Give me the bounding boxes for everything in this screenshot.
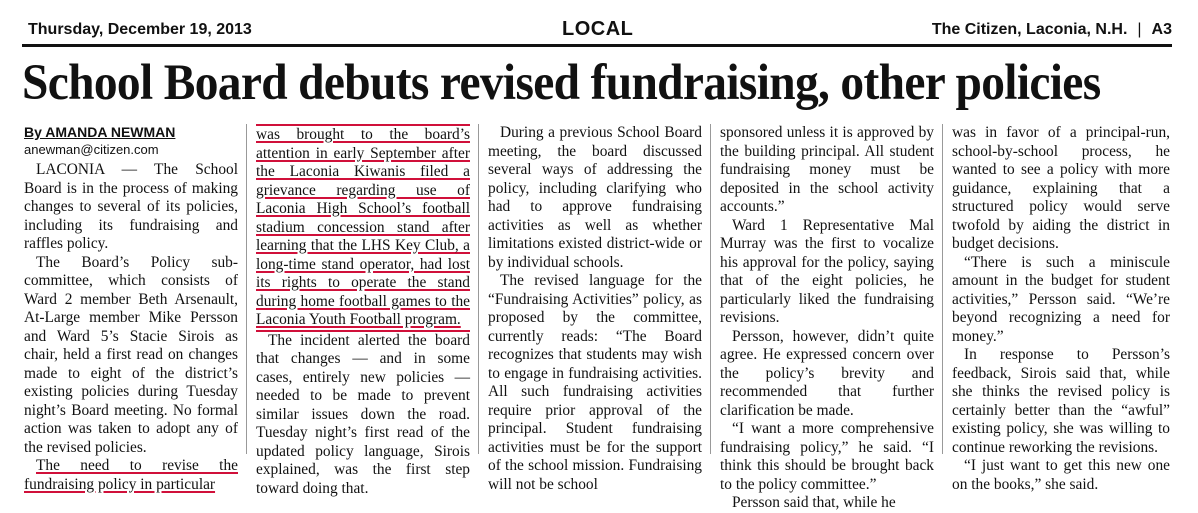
column-divider [478, 124, 479, 454]
column-divider [246, 124, 247, 454]
article-column-4 [720, 124, 934, 511]
header-rule [22, 44, 1172, 47]
paragraph: Ward 1 Representative Mal Murray was the first to vocalize his approval for the policy, saying that of the eight policies, he particularly liked the fundraising revisions. [720, 216, 934, 326]
article-column-3 [488, 124, 702, 493]
paragraph: “I want a more comprehensive fundraising policy,” he said. “I think this should be brought back to the policy committee.” [720, 420, 934, 493]
paragraph: The incident alerted the board that changes — and in some cases, entirely new policies — needed to be made to prevent similar issues down the road. Tuesday night’s first read of the updated policy language, Sirois explained, was the first step toward doing that. [256, 331, 470, 497]
page-header [22, 18, 1172, 44]
paragraph: In response to Persson’s feedback, Sirois said that, while she thinks the revised policy is certainly better than the “awful” existing policy, she was willing to continue reworking the revisions. [952, 346, 1170, 456]
article-headline: School Board debuts revised fundraising, other policies [22, 55, 1101, 111]
paragraph-highlighted [24, 457, 238, 494]
paragraph: sponsored unless it is approved by the building principal. All student fundraising money must be deposited in the school activity accounts.” [720, 124, 934, 215]
article-column-1 [24, 124, 238, 493]
header-separator: | [1137, 21, 1142, 38]
paper-name: The Citizen, Laconia, N.H. [931, 21, 1128, 38]
article-column-2 [256, 124, 470, 497]
column-divider [942, 124, 943, 454]
author-email[interactable]: anewman@citizen.com [24, 142, 159, 157]
paper-info [932, 21, 1172, 39]
highlighted-text: The need to revise the fundraising policy in particular [24, 457, 238, 493]
paragraph: LACONIA — The School Board is in the process of making changes to several of its policies, including its fundraising and raffles policy. [24, 161, 238, 252]
paragraph: The revised language for the “Fundraising Activities” policy, as proposed by the committee, currently reads: “The Board recognizes that students may wish to engage in fundraising activities. All such fundraising activities require prior approval of the principal. Student fundraising activities must be for the support of the school mission. Fundraising will not be school [488, 272, 702, 493]
issue-date: Thursday, December 19, 2013 [28, 21, 252, 38]
article-column-5 [952, 124, 1170, 493]
paragraph: The Board’s Policy sub-committee, which consists of Ward 2 member Beth Arsenault, At-Large member Mike Persson and Ward 5’s Stacie Sirois as chair, held a first read on changes made to eight of the district’s existing policies during Tuesday night’s Board meeting. No formal action was taken to adopt any of the revised policies. [24, 253, 238, 456]
page-number: A3 [1151, 21, 1172, 38]
byline: By AMANDA NEWMAN [24, 124, 176, 140]
column-divider [710, 124, 711, 454]
paragraph: was in favor of a principal-run, school-by-school process, he wanted to see a policy with more guidance, explaining that a structured policy would serve twofold by aiding the district in budget decisions. [952, 124, 1170, 252]
paragraph: During a previous School Board meeting, the board discussed several ways of addressing the policy, including clarifying who had to approve fundraising activities as well as whether limitations existed district-wide or by individual schools. [488, 124, 702, 271]
paragraph: Persson, however, didn’t quite agree. He expressed concern over the policy’s brevity and recommended that further clarification be made. [720, 327, 934, 419]
highlighted-text: was brought to the board’s attention in early September after the Laconia Kiwanis filed a grievance regarding use of Laconia High School’s football stadium concession stand after learning that the LHS Key Club, a long-time stand operator, had lost its rights to operate the stand during home football games to the Laconia Youth Football program. [256, 126, 470, 328]
paragraph-highlighted [256, 124, 470, 332]
paragraph: “I just want to get this new one on the books,” she said. [952, 457, 1170, 493]
section-name: LOCAL [562, 18, 634, 40]
paragraph: Persson said that, while he [732, 494, 896, 511]
paragraph: “There is such a miniscule amount in the budget for student activities,” Persson said. “We’re beyond recognizing a need for money.” [952, 253, 1170, 345]
